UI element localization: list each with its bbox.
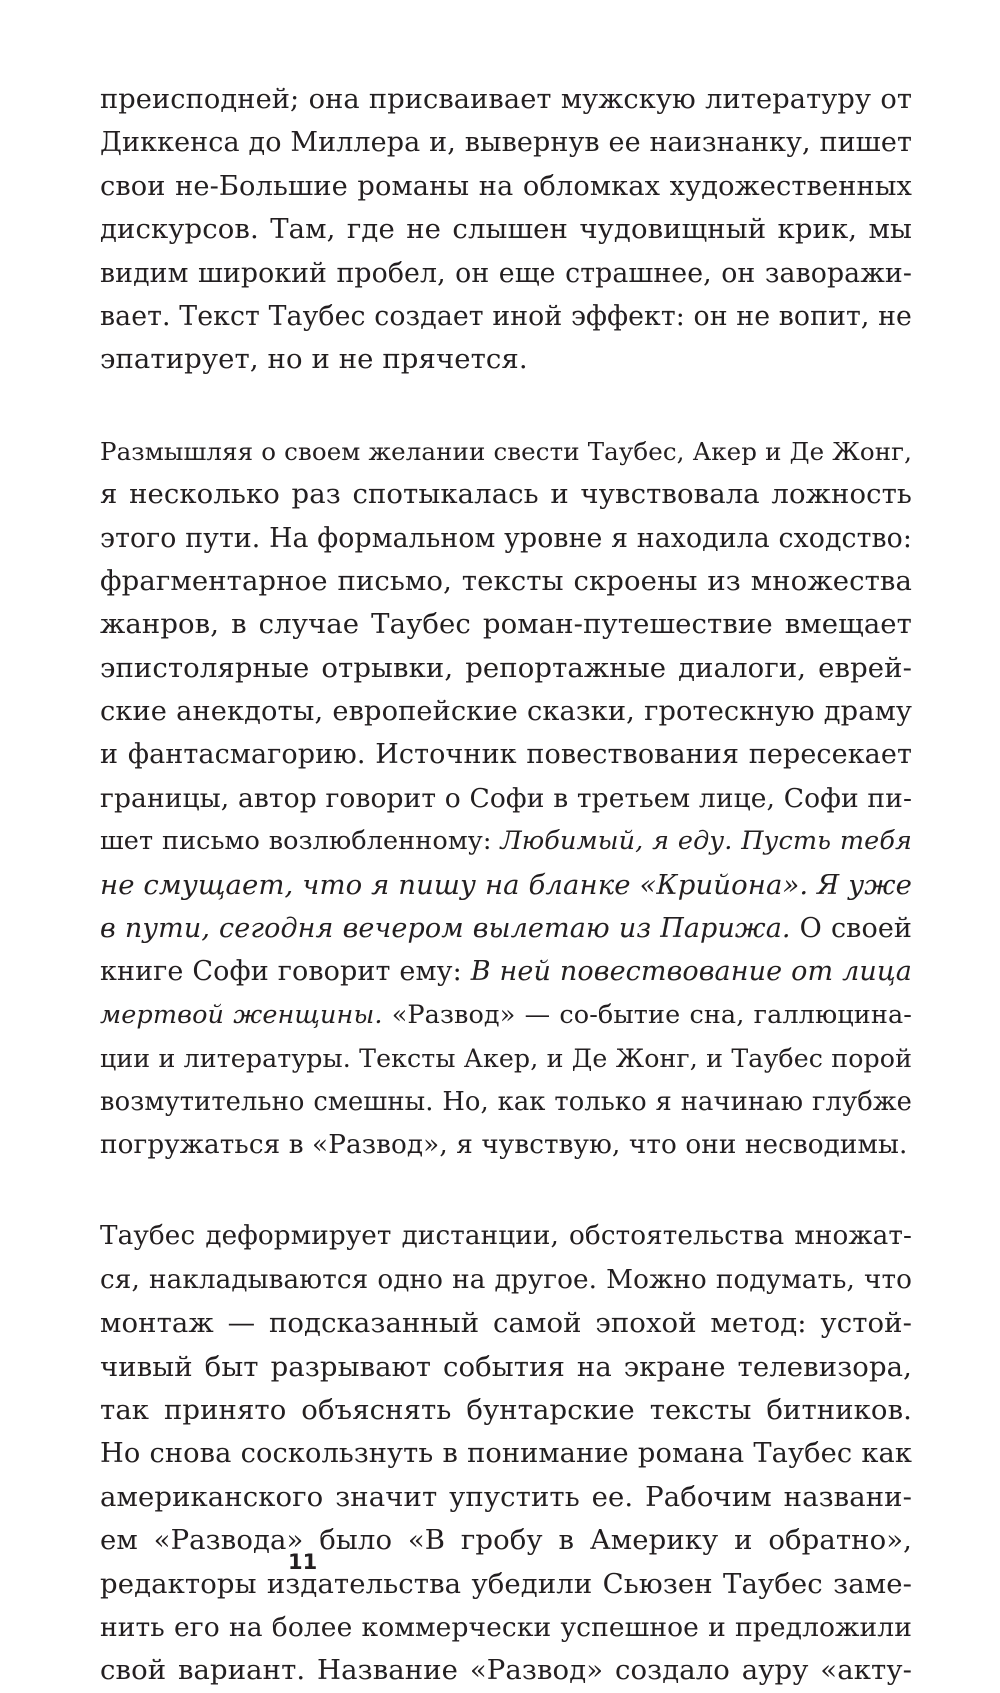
text-line bbox=[100, 560, 912, 603]
text-run: свой вариант. Название «Развод» создало ауру «акту- bbox=[100, 1654, 912, 1687]
text-run: ские анекдоты, европейские сказки, гротескную драму bbox=[100, 696, 912, 728]
text-run: О своей bbox=[790, 913, 912, 945]
text-line bbox=[100, 690, 912, 733]
italic-quote: не смущает, что я пишу на бланке «Крийона». Я уже bbox=[100, 868, 912, 901]
text-run: эпистолярные отрывки, репортажные диалоги, еврей- bbox=[100, 651, 912, 684]
text-run: Таубес деформирует дистанции, обстоятельства множат- bbox=[100, 1221, 912, 1252]
text-line bbox=[100, 733, 912, 776]
text-line bbox=[100, 1519, 912, 1562]
text-line bbox=[100, 1124, 912, 1167]
text-run: жанров, в случае Таубес роман-путешествие вмещает bbox=[100, 608, 912, 641]
paragraph-1 bbox=[100, 78, 912, 382]
text-line bbox=[100, 1606, 912, 1649]
text-run: дискурсов. Там, где не слышен чудовищный крик, мы bbox=[100, 213, 912, 246]
text-line bbox=[100, 864, 912, 907]
text-line bbox=[100, 430, 912, 473]
text-line bbox=[100, 647, 912, 690]
text-line bbox=[100, 1037, 912, 1080]
text-line bbox=[100, 473, 912, 516]
text-line bbox=[100, 907, 912, 950]
text-run: монтаж — подсказанный самой эпохой метод: устой- bbox=[100, 1307, 912, 1340]
text-run: свои не-Большие романы на обломках художественных bbox=[100, 170, 912, 202]
text-run: так принято объяснять бунтарские тексты битников. bbox=[100, 1393, 912, 1426]
italic-quote: Любимый, я еду. Пусть тебя bbox=[500, 826, 912, 857]
text-run: эпатирует, но и не прячется. bbox=[100, 343, 528, 376]
text-run: я несколько раз спотыкалась и чувствовала ложность bbox=[100, 478, 912, 511]
text-run: Размышляя о своем желании свести Таубес, Акер и Де Жонг, bbox=[100, 436, 912, 466]
text-run: «Развод» — со-бытие сна, галлюцина- bbox=[382, 999, 912, 1030]
text-line bbox=[100, 208, 912, 251]
text-run: преисподней; она присваивает мужскую литературу от bbox=[100, 84, 912, 115]
text-line bbox=[100, 338, 912, 381]
text-run: и фантасмагорию. Источник повествования пересекает bbox=[100, 739, 912, 771]
text-line bbox=[100, 1346, 912, 1389]
text-run: возмутительно смешны. Но, как только я начинаю глубже bbox=[100, 1086, 912, 1117]
text-line bbox=[100, 1259, 912, 1302]
text-run: нить его на более коммерчески успешное и предложили bbox=[100, 1611, 912, 1643]
text-run: книге Софи говорит ему: bbox=[100, 956, 471, 988]
text-run: редакторы издательства убедили Сьюзен Таубес заме- bbox=[100, 1567, 912, 1600]
text-run: погружаться в «Развод», я чувствую, что они несводимы. bbox=[100, 1129, 908, 1160]
text-run: ции и литературы. Тексты Акер, и Де Жонг, и Таубес порой bbox=[100, 1044, 912, 1074]
text-run: Но снова соскользнуть в понимание романа Таубес как bbox=[100, 1438, 912, 1470]
text-run: шет письмо возлюбленному: bbox=[100, 826, 501, 857]
text-line bbox=[100, 1432, 912, 1475]
text-run: чивый быт разрывают события на экране телевизора, bbox=[100, 1350, 912, 1383]
text-line bbox=[100, 165, 912, 208]
text-run: границы, автор говорит о Софи в третьем лице, Софи пи- bbox=[100, 782, 912, 814]
text-line bbox=[100, 78, 912, 121]
text-run: ем «Развода» было «В гробу в Америку и обратно», bbox=[100, 1524, 912, 1557]
text-run: этого пути. На формальном уровне я находила сходство: bbox=[100, 522, 912, 554]
page-body bbox=[100, 78, 912, 1693]
text-run: фрагментарное письмо, тексты скроены из множества bbox=[100, 564, 912, 597]
italic-quote: мертвой женщины. bbox=[100, 999, 383, 1030]
text-run: Диккенса до Миллера и, вывернув ее наизнанку, пишет bbox=[100, 127, 912, 159]
text-line bbox=[100, 517, 912, 560]
text-line bbox=[100, 1081, 912, 1124]
text-line bbox=[100, 295, 912, 338]
text-line bbox=[100, 994, 912, 1037]
text-line bbox=[100, 777, 912, 820]
italic-quote: В ней повествование от лица bbox=[470, 956, 912, 988]
text-line bbox=[100, 1649, 912, 1692]
paragraph-gap bbox=[100, 382, 912, 430]
text-line bbox=[100, 252, 912, 295]
text-run: ся, накладываются одно на другое. Можно подумать, что bbox=[100, 1264, 912, 1295]
text-run: американского значит упустить ее. Рабочим названи- bbox=[100, 1480, 912, 1513]
text-run: вает. Текст Таубес создает иной эффект: он не вопит, не bbox=[100, 300, 912, 332]
text-line bbox=[100, 820, 912, 863]
paragraph-2 bbox=[100, 430, 912, 1168]
paragraph-gap bbox=[100, 1167, 912, 1215]
text-line bbox=[100, 1476, 912, 1519]
italic-quote: в пути, сегодня вечером вылетаю из Парижа. bbox=[100, 913, 791, 945]
page-number: 11 bbox=[288, 1550, 318, 1574]
text-line bbox=[100, 950, 912, 993]
text-line bbox=[100, 603, 912, 646]
text-run: видим широкий пробел, он еще страшнее, он заворажи- bbox=[100, 257, 912, 289]
text-line bbox=[100, 1215, 912, 1258]
text-line bbox=[100, 1389, 912, 1432]
text-line bbox=[100, 1563, 912, 1606]
paragraph-3 bbox=[100, 1215, 912, 1692]
text-line bbox=[100, 1302, 912, 1345]
text-line bbox=[100, 121, 912, 164]
